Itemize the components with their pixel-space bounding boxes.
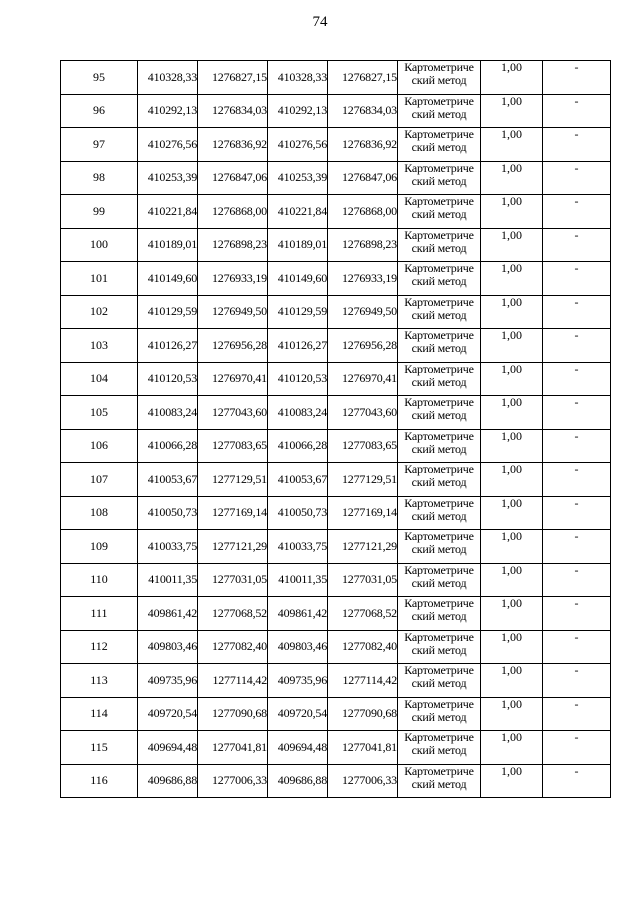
coordinate-x-new: 409686,88 bbox=[268, 764, 328, 798]
method-line-1: Картометриче bbox=[404, 93, 474, 108]
coordinate-x-existing: 409720,54 bbox=[138, 697, 198, 731]
point-number: 102 bbox=[61, 295, 138, 329]
method-line-2: ский метод bbox=[411, 575, 467, 590]
coordinate-y-new: 1277043,60 bbox=[328, 396, 398, 430]
method-cell bbox=[398, 496, 481, 530]
method-cell bbox=[398, 563, 481, 597]
coordinate-x-new: 410276,56 bbox=[268, 128, 328, 162]
coordinate-y-existing: 1277121,29 bbox=[198, 530, 268, 564]
table-row bbox=[61, 161, 611, 195]
method-line-2: ский метод bbox=[411, 475, 467, 489]
method-cell bbox=[398, 295, 481, 329]
coordinate-y-new: 1277068,52 bbox=[328, 597, 398, 631]
method-line-2: ский метод bbox=[411, 374, 467, 389]
table-row bbox=[61, 697, 611, 731]
description-dash: - bbox=[543, 329, 611, 363]
method-line-2: ский метод bbox=[411, 508, 467, 523]
coordinate-x-new: 409803,46 bbox=[268, 630, 328, 664]
method-line-1: Картометриче bbox=[404, 127, 474, 141]
coordinate-x-existing: 410066,28 bbox=[138, 429, 198, 463]
point-number: 111 bbox=[61, 597, 138, 631]
coordinate-x-existing: 410253,39 bbox=[138, 161, 198, 195]
table-row bbox=[61, 630, 611, 664]
description-dash: - bbox=[543, 161, 611, 195]
table-row bbox=[61, 362, 611, 396]
method-line-2: ский метод bbox=[411, 676, 467, 690]
coordinate-y-existing: 1277043,60 bbox=[198, 396, 268, 430]
coordinate-x-new: 410011,35 bbox=[268, 563, 328, 597]
accuracy-value: 1,00 bbox=[481, 463, 543, 497]
point-number: 116 bbox=[61, 764, 138, 798]
coordinate-x-new: 409694,48 bbox=[268, 731, 328, 765]
description-dash: - bbox=[543, 94, 611, 128]
accuracy-value: 1,00 bbox=[481, 128, 543, 162]
table-row bbox=[61, 664, 611, 698]
table-row bbox=[61, 329, 611, 363]
coordinate-y-existing: 1277068,52 bbox=[198, 597, 268, 631]
coordinate-y-existing: 1276847,06 bbox=[198, 161, 268, 195]
table-row bbox=[61, 61, 611, 95]
table-row bbox=[61, 463, 611, 497]
description-dash: - bbox=[543, 530, 611, 564]
point-number: 110 bbox=[61, 563, 138, 597]
coordinate-x-existing: 410221,84 bbox=[138, 195, 198, 229]
method-cell bbox=[398, 530, 481, 564]
coordinate-y-existing: 1276827,15 bbox=[198, 61, 268, 95]
coordinate-y-new: 1276868,00 bbox=[328, 195, 398, 229]
method-cell bbox=[398, 463, 481, 497]
description-dash: - bbox=[543, 61, 611, 95]
coordinate-y-new: 1277169,14 bbox=[328, 496, 398, 530]
coordinate-x-existing: 409686,88 bbox=[138, 764, 198, 798]
coordinate-y-new: 1277083,65 bbox=[328, 429, 398, 463]
method-cell bbox=[398, 94, 481, 128]
description-dash: - bbox=[543, 731, 611, 765]
coordinate-y-new: 1276949,50 bbox=[328, 295, 398, 329]
coordinate-y-existing: 1277169,14 bbox=[198, 496, 268, 530]
coordinate-y-existing: 1276933,19 bbox=[198, 262, 268, 296]
coordinate-x-new: 410033,75 bbox=[268, 530, 328, 564]
coordinate-x-new: 410292,13 bbox=[268, 94, 328, 128]
method-line-1: Картометриче bbox=[404, 328, 474, 342]
coordinate-y-existing: 1276949,50 bbox=[198, 295, 268, 329]
point-number: 112 bbox=[61, 630, 138, 664]
method-line-1: Картометриче bbox=[404, 395, 474, 409]
coordinate-x-existing: 409735,96 bbox=[138, 664, 198, 698]
method-line-2: ский метод bbox=[411, 642, 467, 657]
coordinate-x-existing: 410189,01 bbox=[138, 228, 198, 262]
method-line-1: Картометриче bbox=[404, 629, 474, 644]
accuracy-value: 1,00 bbox=[481, 228, 543, 262]
method-cell bbox=[398, 630, 481, 664]
method-cell bbox=[398, 764, 481, 798]
method-line-2: ский метод bbox=[411, 709, 467, 724]
method-cell bbox=[398, 262, 481, 296]
coordinate-x-existing: 410292,13 bbox=[138, 94, 198, 128]
method-line-2: ский метод bbox=[411, 307, 467, 322]
description-dash: - bbox=[543, 295, 611, 329]
method-line-1: Картометриче bbox=[404, 294, 474, 309]
coordinate-x-existing: 410011,35 bbox=[138, 563, 198, 597]
method-cell bbox=[398, 731, 481, 765]
coordinate-y-existing: 1276970,41 bbox=[198, 362, 268, 396]
coordinate-y-existing: 1276898,23 bbox=[198, 228, 268, 262]
table-row bbox=[61, 731, 611, 765]
point-number: 97 bbox=[61, 128, 138, 162]
coordinate-y-new: 1276933,19 bbox=[328, 262, 398, 296]
method-line-1: Картометриче bbox=[404, 730, 474, 744]
page-number: 74 bbox=[312, 14, 328, 30]
coordinate-y-existing: 1277083,65 bbox=[198, 429, 268, 463]
table-row bbox=[61, 396, 611, 430]
point-number: 100 bbox=[61, 228, 138, 262]
coordinate-y-new: 1276956,28 bbox=[328, 329, 398, 363]
description-dash: - bbox=[543, 630, 611, 664]
method-line-1: Картометриче bbox=[404, 462, 474, 476]
coordinate-y-new: 1277090,68 bbox=[328, 697, 398, 731]
accuracy-value: 1,00 bbox=[481, 630, 543, 664]
method-line-2: ский метод bbox=[411, 140, 467, 154]
method-cell bbox=[398, 61, 481, 95]
accuracy-value: 1,00 bbox=[481, 530, 543, 564]
coordinate-y-existing: 1276834,03 bbox=[198, 94, 268, 128]
coordinate-x-new: 409861,42 bbox=[268, 597, 328, 631]
coordinate-y-new: 1277041,81 bbox=[328, 731, 398, 765]
coordinate-x-new: 410083,24 bbox=[268, 396, 328, 430]
coordinate-x-new: 410120,53 bbox=[268, 362, 328, 396]
table-row bbox=[61, 262, 611, 296]
accuracy-value: 1,00 bbox=[481, 396, 543, 430]
coordinate-y-existing: 1276956,28 bbox=[198, 329, 268, 363]
coordinate-y-new: 1276898,23 bbox=[328, 228, 398, 262]
method-line-1: Картометриче bbox=[404, 663, 474, 677]
coordinate-y-existing: 1277082,40 bbox=[198, 630, 268, 664]
point-number: 98 bbox=[61, 161, 138, 195]
method-cell bbox=[398, 597, 481, 631]
method-line-1: Картометриче bbox=[404, 60, 474, 74]
point-number: 109 bbox=[61, 530, 138, 564]
coordinate-y-existing: 1277031,05 bbox=[198, 563, 268, 597]
coordinate-y-existing: 1277114,42 bbox=[198, 664, 268, 698]
accuracy-value: 1,00 bbox=[481, 731, 543, 765]
accuracy-value: 1,00 bbox=[481, 161, 543, 195]
description-dash: - bbox=[543, 463, 611, 497]
coordinate-x-new: 410189,01 bbox=[268, 228, 328, 262]
method-line-2: ский метод bbox=[411, 173, 467, 188]
point-number: 115 bbox=[61, 731, 138, 765]
coordinate-x-existing: 410050,73 bbox=[138, 496, 198, 530]
method-line-2: ский метод bbox=[411, 408, 467, 422]
description-dash: - bbox=[543, 764, 611, 798]
method-line-1: Картометриче bbox=[404, 562, 474, 577]
method-line-2: ский метод bbox=[411, 106, 467, 121]
method-line-1: Картометриче bbox=[404, 763, 474, 778]
accuracy-value: 1,00 bbox=[481, 429, 543, 463]
coordinate-x-existing: 409861,42 bbox=[138, 597, 198, 631]
description-dash: - bbox=[543, 429, 611, 463]
method-line-2: ский метод bbox=[411, 743, 467, 757]
accuracy-value: 1,00 bbox=[481, 764, 543, 798]
coordinate-x-new: 410129,59 bbox=[268, 295, 328, 329]
coordinate-x-existing: 409803,46 bbox=[138, 630, 198, 664]
description-dash: - bbox=[543, 228, 611, 262]
method-line-2: ский метод bbox=[411, 441, 467, 456]
description-dash: - bbox=[543, 563, 611, 597]
method-cell bbox=[398, 396, 481, 430]
method-cell bbox=[398, 161, 481, 195]
description-dash: - bbox=[543, 396, 611, 430]
method-line-2: ский метод bbox=[411, 240, 467, 255]
point-number: 107 bbox=[61, 463, 138, 497]
description-dash: - bbox=[543, 496, 611, 530]
table-row bbox=[61, 764, 611, 798]
coordinate-x-new: 410221,84 bbox=[268, 195, 328, 229]
coordinate-x-existing: 410033,75 bbox=[138, 530, 198, 564]
method-line-2: ский метод bbox=[411, 207, 467, 221]
coordinate-y-existing: 1276868,00 bbox=[198, 195, 268, 229]
coordinate-y-new: 1277031,05 bbox=[328, 563, 398, 597]
method-cell bbox=[398, 697, 481, 731]
description-dash: - bbox=[543, 597, 611, 631]
point-number: 114 bbox=[61, 697, 138, 731]
description-dash: - bbox=[543, 262, 611, 296]
point-number: 99 bbox=[61, 195, 138, 229]
coordinate-x-existing: 410149,60 bbox=[138, 262, 198, 296]
method-line-2: ский метод bbox=[411, 274, 467, 288]
method-line-1: Картометриче bbox=[404, 696, 474, 711]
coordinate-x-existing: 409694,48 bbox=[138, 731, 198, 765]
accuracy-value: 1,00 bbox=[481, 61, 543, 95]
method-line-1: Картометриче bbox=[404, 194, 474, 208]
coordinate-y-new: 1276836,92 bbox=[328, 128, 398, 162]
description-dash: - bbox=[543, 362, 611, 396]
accuracy-value: 1,00 bbox=[481, 195, 543, 229]
coordinate-x-new: 410328,33 bbox=[268, 61, 328, 95]
table-row bbox=[61, 94, 611, 128]
point-number: 108 bbox=[61, 496, 138, 530]
table-row bbox=[61, 228, 611, 262]
accuracy-value: 1,00 bbox=[481, 94, 543, 128]
description-dash: - bbox=[543, 664, 611, 698]
coordinate-x-new: 410126,27 bbox=[268, 329, 328, 363]
accuracy-value: 1,00 bbox=[481, 329, 543, 363]
coordinate-y-new: 1277114,42 bbox=[328, 664, 398, 698]
point-number: 103 bbox=[61, 329, 138, 363]
coordinate-y-new: 1276847,06 bbox=[328, 161, 398, 195]
coordinate-x-existing: 410120,53 bbox=[138, 362, 198, 396]
accuracy-value: 1,00 bbox=[481, 563, 543, 597]
coordinate-x-existing: 410053,67 bbox=[138, 463, 198, 497]
method-cell bbox=[398, 128, 481, 162]
method-line-2: ский метод bbox=[411, 341, 467, 355]
description-dash: - bbox=[543, 195, 611, 229]
coordinate-y-existing: 1277090,68 bbox=[198, 697, 268, 731]
coordinate-x-existing: 410126,27 bbox=[138, 329, 198, 363]
method-cell bbox=[398, 195, 481, 229]
coordinate-y-existing: 1277006,33 bbox=[198, 764, 268, 798]
table-row bbox=[61, 597, 611, 631]
accuracy-value: 1,00 bbox=[481, 262, 543, 296]
description-dash: - bbox=[543, 697, 611, 731]
coordinate-y-new: 1276827,15 bbox=[328, 61, 398, 95]
method-line-2: ский метод bbox=[411, 73, 467, 87]
method-line-2: ский метод bbox=[411, 542, 467, 556]
method-line-1: Картометриче bbox=[404, 529, 474, 543]
method-line-1: Картометриче bbox=[404, 261, 474, 275]
coordinate-y-new: 1277129,51 bbox=[328, 463, 398, 497]
coordinate-y-new: 1277006,33 bbox=[328, 764, 398, 798]
method-line-2: ский метод bbox=[411, 776, 467, 791]
coordinate-x-new: 410066,28 bbox=[268, 429, 328, 463]
coordinate-x-new: 410149,60 bbox=[268, 262, 328, 296]
point-number: 95 bbox=[61, 61, 138, 95]
accuracy-value: 1,00 bbox=[481, 664, 543, 698]
coordinate-x-new: 410050,73 bbox=[268, 496, 328, 530]
method-line-2: ский метод bbox=[411, 609, 467, 623]
point-number: 105 bbox=[61, 396, 138, 430]
method-cell bbox=[398, 429, 481, 463]
point-number: 96 bbox=[61, 94, 138, 128]
table-row bbox=[61, 195, 611, 229]
coordinate-x-new: 410253,39 bbox=[268, 161, 328, 195]
coordinates-table bbox=[60, 60, 611, 798]
accuracy-value: 1,00 bbox=[481, 295, 543, 329]
method-cell bbox=[398, 664, 481, 698]
coordinate-y-new: 1277082,40 bbox=[328, 630, 398, 664]
method-line-1: Картометриче bbox=[404, 596, 474, 610]
coordinate-x-existing: 410129,59 bbox=[138, 295, 198, 329]
point-number: 104 bbox=[61, 362, 138, 396]
coordinate-y-new: 1276970,41 bbox=[328, 362, 398, 396]
coordinate-x-new: 409735,96 bbox=[268, 664, 328, 698]
method-line-1: Картометриче bbox=[404, 361, 474, 376]
accuracy-value: 1,00 bbox=[481, 362, 543, 396]
table-row bbox=[61, 295, 611, 329]
coordinate-y-new: 1277121,29 bbox=[328, 530, 398, 564]
coordinate-y-existing: 1276836,92 bbox=[198, 128, 268, 162]
coordinates-table-body bbox=[61, 61, 611, 798]
method-line-1: Картометриче bbox=[404, 227, 474, 242]
table-row bbox=[61, 530, 611, 564]
table-row bbox=[61, 496, 611, 530]
description-dash: - bbox=[543, 128, 611, 162]
coordinate-x-existing: 410276,56 bbox=[138, 128, 198, 162]
coordinate-y-new: 1276834,03 bbox=[328, 94, 398, 128]
accuracy-value: 1,00 bbox=[481, 597, 543, 631]
coordinate-y-existing: 1277041,81 bbox=[198, 731, 268, 765]
accuracy-value: 1,00 bbox=[481, 697, 543, 731]
coordinate-x-existing: 410328,33 bbox=[138, 61, 198, 95]
coordinate-x-existing: 410083,24 bbox=[138, 396, 198, 430]
point-number: 106 bbox=[61, 429, 138, 463]
table-row bbox=[61, 429, 611, 463]
method-cell bbox=[398, 228, 481, 262]
coordinate-x-new: 409720,54 bbox=[268, 697, 328, 731]
method-line-1: Картометриче bbox=[404, 160, 474, 175]
method-line-1: Картометриче bbox=[404, 428, 474, 443]
coordinate-y-existing: 1277129,51 bbox=[198, 463, 268, 497]
table-row bbox=[61, 128, 611, 162]
accuracy-value: 1,00 bbox=[481, 496, 543, 530]
point-number: 113 bbox=[61, 664, 138, 698]
point-number: 101 bbox=[61, 262, 138, 296]
table-row bbox=[61, 563, 611, 597]
method-cell bbox=[398, 329, 481, 363]
method-line-1: Картометриче bbox=[404, 495, 474, 510]
coordinate-x-new: 410053,67 bbox=[268, 463, 328, 497]
method-cell bbox=[398, 362, 481, 396]
